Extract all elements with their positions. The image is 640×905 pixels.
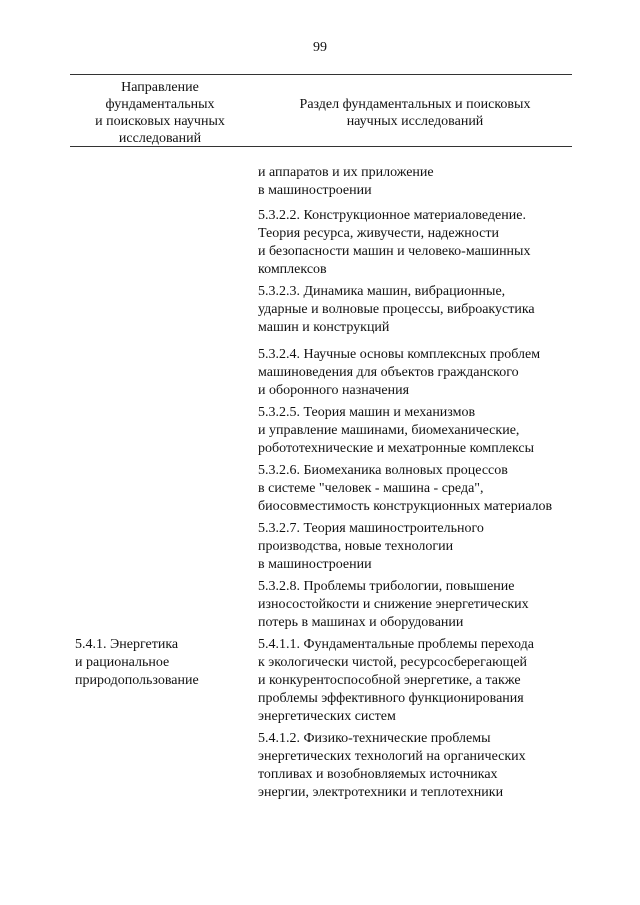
column-header-direction — [70, 79, 250, 147]
section-text-line: 5.4.1.2. Физико-технические проблемы — [258, 731, 491, 746]
direction-text-line: и рациональное — [75, 655, 170, 670]
section-text-line: в машиностроении — [258, 183, 372, 198]
section-text-line: 5.3.2.3. Динамика машин, вибрационные, — [258, 284, 506, 299]
direction-entry-energy — [75, 636, 250, 690]
section-text-line: износостойкости и снижение энергетических — [258, 597, 529, 612]
section-text-line: 5.3.2.8. Проблемы трибологии, повышение — [258, 579, 515, 594]
section-text-line: и конкурентоспособной энергетике, а также — [258, 673, 521, 688]
section-text-line: Теория ресурса, живучести, надежности — [258, 226, 499, 241]
section-text-line: топливах и возобновляемых источниках — [258, 767, 498, 782]
section-text-line: 5.3.2.4. Научные основы комплексных проблем — [258, 347, 541, 362]
section-text-line: 5.3.2.7. Теория машиностроительного — [258, 521, 484, 536]
section-text-line: в машиностроении — [258, 557, 372, 572]
section-entry-5-3-2-5 — [258, 404, 572, 458]
section-entry-5-3-2-6 — [258, 462, 572, 516]
section-entry-5-4-1-2 — [258, 730, 572, 802]
header-text-line: Направление — [121, 80, 199, 95]
section-entry-5-3-2-4 — [258, 346, 572, 400]
direction-text-line: природопользование — [75, 673, 199, 688]
section-text-line: в системе "человек - машина - среда", — [258, 481, 484, 496]
section-text-line: и управление машинами, биомеханические, — [258, 423, 520, 438]
section-text-line: 5.3.2.6. Биомеханика волновых процессов — [258, 463, 508, 478]
section-text-line: комплексов — [258, 262, 327, 277]
header-text-line: исследований — [118, 131, 202, 146]
section-text-line: энергетических систем — [258, 709, 396, 724]
section-entry-continuation — [258, 164, 572, 200]
section-text-line: энергии, электротехники и теплотехники — [258, 785, 504, 800]
section-text-line: ударные и волновые процессы, виброакустика — [258, 302, 535, 317]
section-text-line: проблемы эффективного функционирования — [258, 691, 524, 706]
section-text-line: потерь в машинах и оборудовании — [258, 615, 464, 630]
section-text-line: машин и конструкций — [258, 320, 390, 335]
section-text-line: и аппаратов и их приложение — [258, 165, 434, 180]
section-text-line: робототехнические и мехатронные комплексы — [258, 441, 535, 456]
section-text-line: производства, новые технологии — [258, 539, 454, 554]
section-text-line: машиноведения для объектов гражданского — [258, 365, 519, 380]
header-text-line: и поисковых научных — [95, 114, 225, 129]
direction-text-line: 5.4.1. Энергетика — [75, 637, 179, 652]
section-text-line: и безопасности машин и человеко-машинных — [258, 244, 531, 259]
section-entry-5-3-2-7 — [258, 520, 572, 574]
page-number: 99 — [313, 40, 327, 55]
section-text-line: 5.3.2.2. Конструкционное материаловедение. — [258, 208, 526, 223]
section-entry-5-3-2-3 — [258, 283, 572, 337]
section-text-line: 5.4.1.1. Фундаментальные проблемы перехода — [258, 637, 534, 652]
section-text-line: 5.3.2.5. Теория машин и механизмов — [258, 405, 476, 420]
header-text-line: фундаментальных — [105, 97, 215, 112]
table-header-bottom-rule — [70, 146, 572, 147]
header-text-line: Раздел фундаментальных и поисковых — [299, 97, 531, 112]
section-entry-5-3-2-2 — [258, 207, 572, 279]
section-entry-5-3-2-8 — [258, 578, 572, 632]
section-text-line: энергетических технологий на органических — [258, 749, 526, 764]
section-text-line: и оборонного назначения — [258, 383, 410, 398]
table-header-top-rule — [70, 74, 572, 75]
section-text-line: к экологически чистой, ресурсосберегающей — [258, 655, 528, 670]
column-header-section — [258, 96, 572, 130]
section-text-line: биосовместимость конструкционных материалов — [258, 499, 553, 514]
section-entry-5-4-1-1 — [258, 636, 572, 726]
header-text-line: научных исследований — [346, 114, 484, 129]
